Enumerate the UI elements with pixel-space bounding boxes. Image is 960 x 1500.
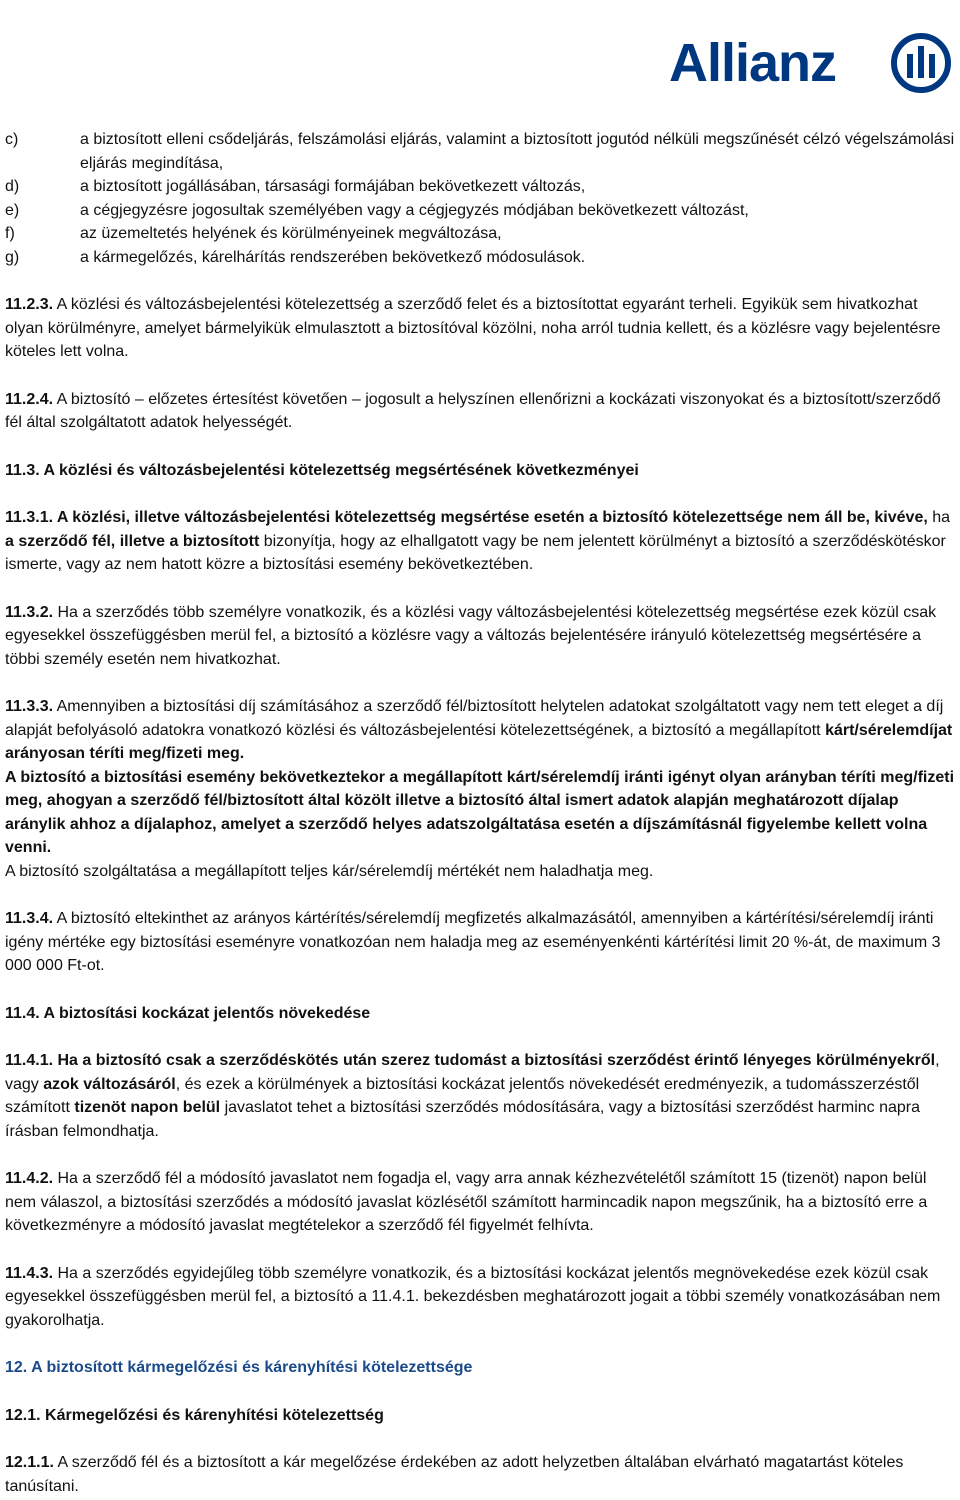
paragraph-11-4-1 [5, 1049, 955, 1143]
list-letter: g) [5, 248, 20, 266]
paragraph-text: Ha a szerződő fél a módosító javaslatot nem fogadja el, vagy arra annak kézhezvételétől számított 15 (tizenöt) napon belül nem válaszol, a biztosítási szerződés a módosító javaslat közlésétől számított harmincadik napon megszűnik, ha a biztosító erre a következményre a módosító javaslat megtételekor a szerződő fél figyelmét felhívta. [5, 1170, 928, 1234]
logo-wordmark: Allianz [669, 33, 837, 93]
section-number: 11.4.2. [5, 1170, 54, 1187]
list-item [5, 175, 955, 199]
list-text: a cégjegyzésre jogosultak személyében vagy a cégjegyzés módjában bekövetkezett változást, [80, 201, 749, 219]
paragraph-text: A biztosító eltekinthet az arányos kártérítés/sérelemdíj megfizetés alkalmazásától, amennyiben a kártérítési/sérelemdíj iránti igény mértéke egy biztosítási eseményre vonatkozóan nem haladja meg az eseményenkénti kártérítési limit 20 %-át, de maximum 3 000 000 Ft-ot. [5, 910, 941, 974]
list-item [5, 128, 955, 175]
paragraph-text: ha [927, 509, 951, 526]
allianz-eagle-icon [890, 32, 952, 94]
paragraph-11-2-3 [5, 293, 955, 364]
list-text: az üzemeltetés helyének és körülményeinek megváltozása, [80, 225, 502, 242]
bold-text: azok változásáról [43, 1075, 176, 1093]
paragraph-text: , és ezek a körülmények a biztosítási kockázat jelentős növekedését eredményezik, a tudomásszerzéstől számított [5, 1075, 920, 1116]
paragraph-12-1-1 [5, 1451, 955, 1498]
section-number: 11.3.2. [5, 603, 54, 621]
paragraph-text: bizonyítja, hogy az elhallgatott vagy be nem jelentett körülményt a biztosító a szerződéskötéskor ismerte, vagy az nem hatott közre a biztosítási esemény bekövetkeztében. [5, 532, 946, 573]
paragraph-text: Amennyiben a biztosítási díj számításához a szerződő fél/biztosított helytelen adatokat szolgáltatott vagy nem tett eleget a díj alapját befolyásoló adatokra vonatkozó közlési és változásbejelentési kötelezettségének, a biztosító a megállapított [5, 698, 944, 739]
bold-text: A biztosító a biztosítási esemény bekövetkeztekor a megállapított kárt/sérelemdíj iránti igényt olyan arányban téríti meg/fizeti meg, ahogyan a szerződő fél/biztosított által közölt illetve a biztosító által ismert adatok alapján meghatározott díjalap aránylik ahhoz a díjalaphoz, amelyet a szerződő helyes adatszolgáltatása esetén a díjszámításnál figyelembe kellett volna venni. [5, 768, 955, 856]
paragraph-11-3-1 [5, 506, 955, 577]
bold-text: 11.4.1. Ha a biztosító csak a szerződéskötés után szerez tudomást a biztosítási szerződést érintő lényeges körülményekről [5, 1052, 936, 1069]
paragraph-text: Ha a szerződés több személyre vonatkozik, és a közlési vagy változásbejelentési kötelezettség megsértése ezek közül csak egyesekkel összefüggésben merül fel, a biztosító a közlésre vagy a változás bejelentésére irányuló kötelezettség megsértésére a többi személy esetén nem hivatkozhat. [5, 603, 937, 668]
section-number: 11.3.3. [5, 698, 54, 715]
paragraph-11-3-4 [5, 907, 955, 978]
section-number: 11.3.4. [5, 910, 54, 927]
paragraph-text: javaslatot tehet a biztosítási szerződés módosítására, vagy a biztosítási szerződést harminc napra írásban felmondhatja. [5, 1099, 921, 1140]
paragraph-11-3-3 [5, 695, 955, 883]
paragraph-text: A közlési és változásbejelentési kötelezettség a szerződő felet és a biztosítottat egyaránt terheli. Egyikük sem hivatkozhat olyan körülményre, amelyet bármelyikük elmulasztott a biztosítóval közölni, noha arról tudnia kellett, és a közlésre vagy bejelentésre köteles lett volna. [5, 296, 941, 360]
heading-12: 12. A biztosított kármegelőzési és kárenyhítési kötelezettsége [5, 1359, 473, 1376]
paragraph-11-3-2 [5, 601, 955, 672]
paragraph-text: Ha a szerződés egyidejűleg több személyre vonatkozik, és a biztosítási kockázat jelentős megnövekedése ezek közül csak egyesekkel összefüggésben merül fel, a biztosító a 11.4.1. bekezdésben meghatározott jogait a többi személy vonatkozásában nem gyakorolhatja. [5, 1264, 941, 1329]
section-number: 11.4.3. [5, 1264, 54, 1282]
heading-11-4: 11.4. A biztosítási kockázat jelentős növekedése [5, 1004, 371, 1022]
conditions-list [5, 128, 955, 269]
list-letter: f) [5, 225, 15, 242]
allianz-logo [665, 28, 955, 98]
paragraph-11-4-2 [5, 1167, 955, 1238]
list-letter: e) [5, 201, 20, 219]
bold-text: 11.3.1. A közlési, illetve változásbejelentési kötelezettség megsértése esetén a biztosító kötelezettsége nem áll be, kivéve, [5, 509, 928, 526]
bold-text: kárt/sérelemdíjat arányosan téríti meg/fizeti meg. [5, 721, 953, 762]
list-text: a biztosított elleni csődeljárás, felszámolási eljárás, valamint a biztosított jogutód nélküli megszűnését célzó végelszámolási eljárás megindítása, [80, 131, 955, 172]
bold-text: a szerződő fél, illetve a biztosított [5, 532, 260, 550]
paragraph-text: A szerződő fél és a biztosított a kár megelőzése érdekében az adott helyzetben általában elvárható magatartást köteles tanúsítani. [5, 1454, 904, 1495]
heading-11-3: 11.3. A közlési és változásbejelentési kötelezettség megsértésének következményei [5, 461, 639, 479]
list-text: a biztosított jogállásában, társasági formájában bekövetkezett változás, [80, 178, 586, 195]
section-number: 11.2.3. [5, 296, 54, 313]
list-item [5, 246, 955, 270]
list-item [5, 199, 955, 223]
section-number: 12.1.1. [5, 1454, 54, 1471]
list-item [5, 222, 955, 246]
list-text: a kármegelőzés, kárelhárítás rendszerében bekövetkező módosulások. [80, 248, 586, 266]
list-letter: d) [5, 178, 20, 195]
bold-text: tizenöt napon belül [74, 1099, 221, 1116]
document-body [5, 128, 955, 1498]
paragraph-11-2-4 [5, 388, 955, 435]
paragraph-11-4-3 [5, 1262, 955, 1333]
paragraph-text: , vagy [5, 1052, 940, 1093]
list-letter: c) [5, 131, 19, 148]
paragraph-text: A biztosító szolgáltatása a megállapított teljes kár/sérelemdíj mértékét nem haladhatja meg. [5, 862, 654, 880]
heading-12-1: 12.1. Kármegelőzési és kárenyhítési kötelezettség [5, 1406, 384, 1424]
paragraph-text: A biztosító – előzetes értesítést követően – jogosult a helyszínen ellenőrizni a kockázati viszonyokat és a biztosított/szerződő fél által szolgáltatott adatok helyességét. [5, 390, 941, 431]
section-number: 11.2.4. [5, 390, 54, 408]
